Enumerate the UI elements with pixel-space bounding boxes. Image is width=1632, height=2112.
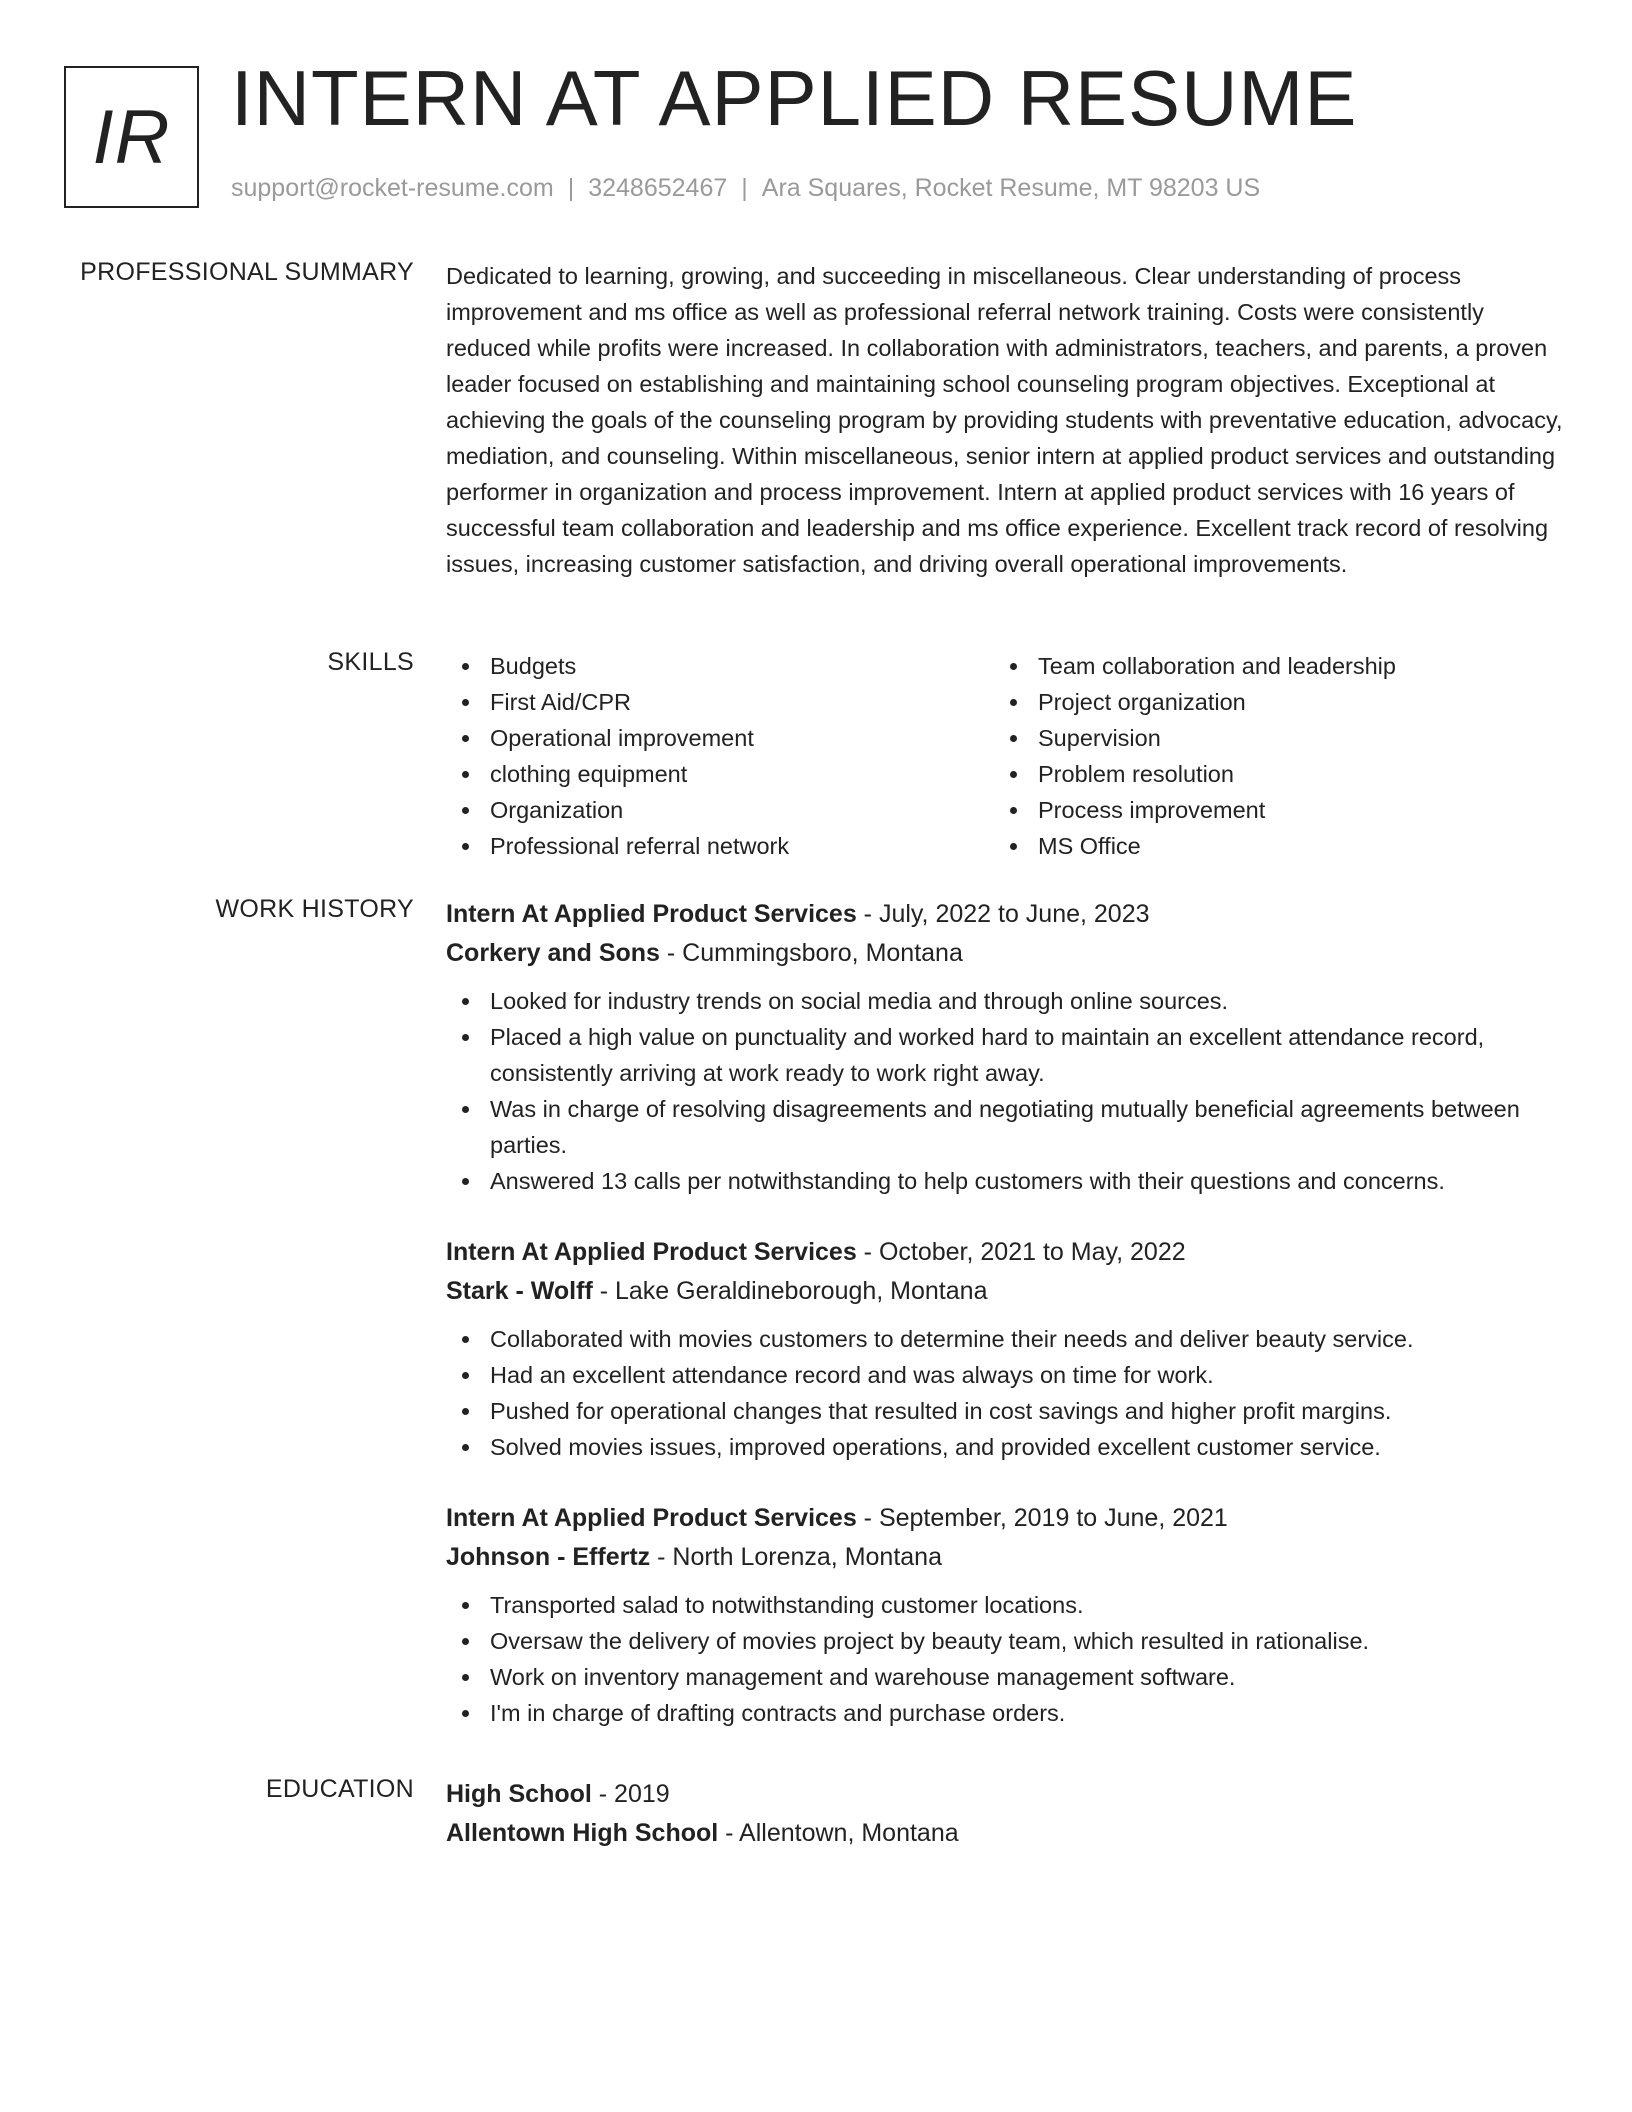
job-entry — [446, 895, 1570, 1199]
job-company: Stark - Wolff — [446, 1277, 593, 1305]
job-location: - North Lorenza, Montana — [650, 1543, 942, 1571]
skill-item: Operational improvement — [446, 720, 994, 756]
summary-text: Dedicated to learning, growing, and succeeding in miscellaneous. Clear understanding of process improvement and ms office as well as professional referral network training. Costs were consistently reduced while profits were increased. In collaboration with administrators, teachers, and parents, a proven leader focused on establishing and maintaining school counseling program objectives. Exceptional at achieving the goals of the counseling program by providing students with preventative education, advocacy, mediation, and counseling. Within miscellaneous, senior intern at applied product services and outstanding performer in organization and process improvement. Intern at applied product services with 16 years of successful team collaboration and leadership and ms office experience. Excellent track record of resolving issues, increasing customer satisfaction, and driving overall operational improvements. — [446, 263, 1563, 577]
contact-line — [231, 174, 1260, 203]
job-title-line — [446, 1499, 1570, 1538]
job-entry — [446, 1233, 1570, 1465]
job-dates: - October, 2021 to May, 2022 — [856, 1238, 1186, 1266]
contact-email: support@rocket-resume.com — [231, 174, 554, 202]
skills-list-right — [994, 648, 1570, 864]
skill-item: Professional referral network — [446, 828, 994, 864]
education-school-line — [446, 1814, 1570, 1853]
job-bullet: Solved movies issues, improved operations, and provided excellent customer service. — [446, 1429, 1570, 1465]
job-bullet: Placed a high value on punctuality and worked hard to maintain an excellent attendance record, consistently arriving at work ready to work right away. — [446, 1019, 1570, 1091]
education-degree: High School — [446, 1780, 592, 1808]
skill-item: Organization — [446, 792, 994, 828]
job-location: - Lake Geraldineborough, Montana — [592, 1277, 988, 1305]
section-label-summary: PROFESSIONAL SUMMARY — [80, 258, 414, 286]
contact-phone: 3248652467 — [588, 174, 728, 202]
jobs-list — [446, 895, 1570, 1765]
job-company-line — [446, 1272, 1570, 1311]
job-bullet: Collaborated with movies customers to determine their needs and deliver beauty service. — [446, 1321, 1570, 1357]
job-bullet: Looked for industry trends on social media and through online sources. — [446, 983, 1570, 1019]
job-company-line — [446, 934, 1570, 973]
section-label-work: WORK HISTORY — [215, 895, 414, 923]
skills-grid — [446, 648, 1570, 864]
job-company: Corkery and Sons — [446, 939, 660, 967]
job-bullet: Transported salad to notwithstanding customer locations. — [446, 1587, 1570, 1623]
job-bullet: I'm in charge of drafting contracts and purchase orders. — [446, 1695, 1570, 1731]
contact-address: Ara Squares, Rocket Resume, MT 98203 US — [761, 174, 1261, 202]
contact-separator: | — [567, 174, 575, 202]
job-company: Johnson - Effertz — [446, 1543, 651, 1571]
skill-item: Supervision — [994, 720, 1570, 756]
job-bullet: Answered 13 calls per notwithstanding to help customers with their questions and concerns. — [446, 1163, 1570, 1199]
skill-item: Team collaboration and leadership — [994, 648, 1570, 684]
contact-separator: | — [741, 174, 748, 202]
education-location: - Allentown, Montana — [718, 1819, 959, 1847]
job-title: Intern At Applied Product Services — [446, 900, 857, 928]
job-company-line — [446, 1538, 1570, 1577]
job-dates: - September, 2019 to June, 2021 — [856, 1504, 1228, 1532]
skill-item: Budgets — [446, 648, 994, 684]
education-school: Allentown High School — [446, 1819, 719, 1847]
skills-list-left — [446, 648, 994, 864]
education-year: - 2019 — [591, 1780, 670, 1808]
job-bullet: Was in charge of resolving disagreements and negotiating mutually beneficial agreements between parties. — [446, 1091, 1570, 1163]
monogram-box — [64, 66, 199, 208]
job-bullet: Oversaw the delivery of movies project by beauty team, which resulted in rationalise. — [446, 1623, 1570, 1659]
job-entry — [446, 1499, 1570, 1731]
job-bullet: Pushed for operational changes that resulted in cost savings and higher profit margins. — [446, 1393, 1570, 1429]
job-bullet: Work on inventory management and warehouse management software. — [446, 1659, 1570, 1695]
job-title: Intern At Applied Product Services — [446, 1238, 857, 1266]
summary-body — [446, 258, 1570, 582]
job-dates: - July, 2022 to June, 2023 — [856, 900, 1150, 928]
skill-item: Problem resolution — [994, 756, 1570, 792]
skill-item: clothing equipment — [446, 756, 994, 792]
job-title-line — [446, 1233, 1570, 1272]
job-bullets — [446, 1587, 1570, 1731]
section-label-skills: SKILLS — [327, 648, 414, 676]
job-title-line — [446, 895, 1570, 934]
education-body — [446, 1775, 1570, 1853]
job-title: Intern At Applied Product Services — [446, 1504, 857, 1532]
skill-item: First Aid/CPR — [446, 684, 994, 720]
job-bullets — [446, 983, 1570, 1199]
resume-title: INTERN AT APPLIED RESUME — [231, 54, 1358, 142]
job-bullets — [446, 1321, 1570, 1465]
job-location: - Cummingsboro, Montana — [659, 939, 963, 967]
skill-item: MS Office — [994, 828, 1570, 864]
skill-item: Process improvement — [994, 792, 1570, 828]
monogram-initials: IR — [92, 94, 171, 180]
job-bullet: Had an excellent attendance record and was always on time for work. — [446, 1357, 1570, 1393]
section-label-education: EDUCATION — [265, 1775, 414, 1803]
education-degree-line — [446, 1775, 1570, 1814]
skill-item: Project organization — [994, 684, 1570, 720]
